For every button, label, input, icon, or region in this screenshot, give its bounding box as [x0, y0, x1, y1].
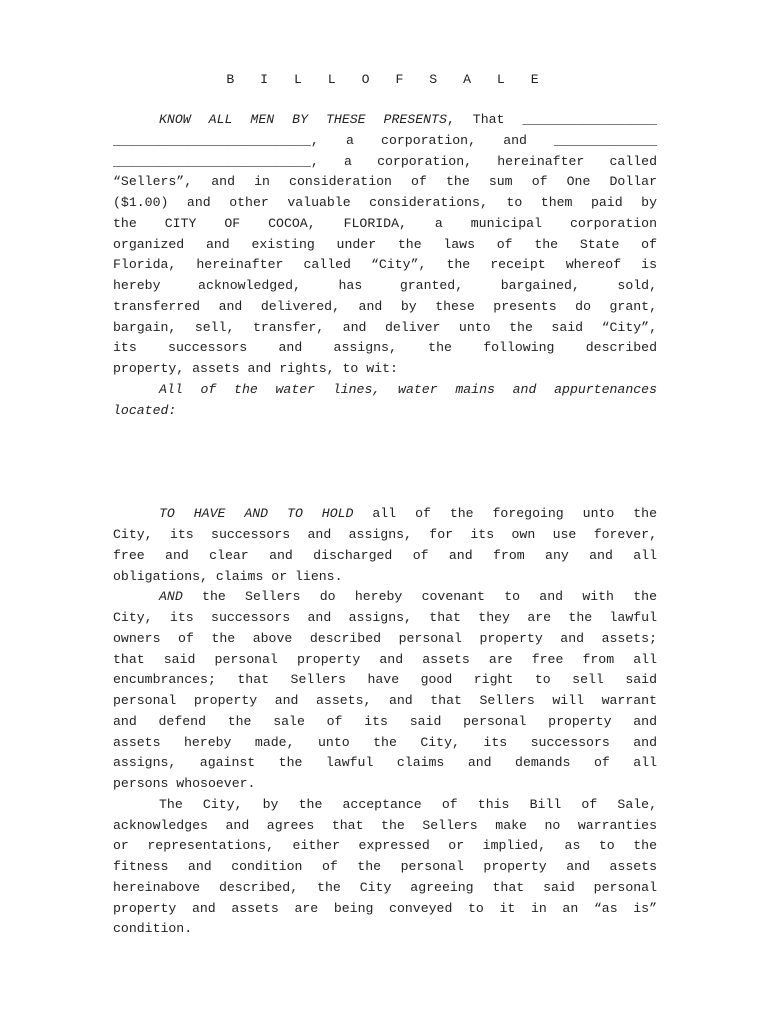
blank-space: [113, 421, 657, 504]
p4-line-4: that said personal property and assets are free from all: [113, 651, 657, 667]
p4-line-3: owners of the above described personal property and assets;: [113, 630, 657, 646]
document-title: B I L L O F S A L E: [226, 72, 548, 87]
p1-lead-italic: KNOW ALL MEN BY THESE PRESENTS: [159, 112, 447, 127]
p1-line-11: bargain, sell, transfer, and deliver unto the said “City”,: [113, 319, 657, 335]
p4-line-9: assigns, against the lawful claims and demands of all: [113, 755, 657, 771]
p4-line-8: assets hereby made, unto the City, its successors and: [113, 734, 657, 750]
paragraph-water-lines: [113, 380, 657, 422]
p5-line-4: fitness and condition of the personal property and assets: [113, 859, 657, 874]
p1-line-1: KNOW ALL MEN BY THESE PRESENTS, That _________________: [159, 112, 657, 127]
p4-line-1: AND the Sellers do hereby covenant to and with the: [159, 589, 657, 605]
p1-line-13: property, assets and rights, to wit:: [113, 361, 398, 376]
p4-line-2: City, its successors and assigns, that they are the lawful: [113, 610, 657, 625]
p4-line-5: encumbrances; that Sellers have good right to sell said: [113, 672, 657, 688]
p3-line-1: TO HAVE AND TO HOLD all of the foregoing unto the: [159, 506, 657, 522]
p1-line-8: Florida, hereinafter called “City”, the receipt whereof is: [113, 257, 657, 273]
p1-line-6: the CITY OF COCOA, FLORIDA, a municipal corporation: [113, 215, 657, 231]
paragraph-to-have-and-to-hold: [113, 504, 657, 587]
p5-line-3: or representations, either expressed or implied, as to the: [113, 838, 657, 854]
p4-line-6: personal property and assets, and that Sellers will warrant: [113, 693, 657, 708]
p4-line-10: persons whosoever.: [113, 776, 256, 791]
p1-line-5: ($1.00) and other valuable considerations, to them paid by: [113, 195, 657, 210]
p2-line-2: located:: [113, 402, 177, 418]
p1-line-10: transferred and delivered, and by these presents do grant,: [113, 298, 657, 314]
p5-line-2: acknowledges and agrees that the Sellers make no warranties: [113, 817, 657, 833]
p5-line-1: The City, by the acceptance of this Bill of Sale,: [159, 796, 657, 812]
p4-lead-italic: AND: [159, 589, 183, 605]
document-page: [113, 70, 657, 940]
paragraph-covenant: [113, 587, 657, 795]
p3-line-3: free and clear and discharged of and from any and all: [113, 547, 657, 563]
p1-line-3: _________________________, a corporation, hereinafter called: [113, 153, 657, 169]
p4-line-7: and defend the sale of its said personal property and: [113, 713, 657, 729]
p2-line-1: All of the water lines, water mains and appurtenances: [159, 381, 657, 397]
paragraph-as-is: [113, 795, 657, 940]
p1-line-12: its successors and assigns, the following described: [113, 340, 657, 356]
p5-line-6: property and assets are being conveyed to it in an “as is”: [113, 900, 657, 916]
p3-lead-italic: TO HAVE AND TO HOLD: [159, 506, 354, 522]
paragraph-know-all-men: [113, 110, 657, 380]
p3-line-4: obligations, claims or liens.: [113, 568, 343, 584]
p3-line-2: City, its successors and assigns, for its own use forever,: [113, 527, 657, 542]
p1-line-4: “Sellers”, and in consideration of the sum of One Dollar: [113, 174, 657, 190]
p5-line-7: condition.: [113, 921, 193, 937]
p1-line-2: _________________________, a corporation, and _____________: [113, 132, 657, 148]
p1-line-7: organized and existing under the laws of the State of: [113, 236, 657, 252]
p1-line-9: hereby acknowledged, has granted, bargained, sold,: [113, 278, 657, 293]
p5-line-5: hereinabove described, the City agreeing that said personal: [113, 879, 657, 895]
